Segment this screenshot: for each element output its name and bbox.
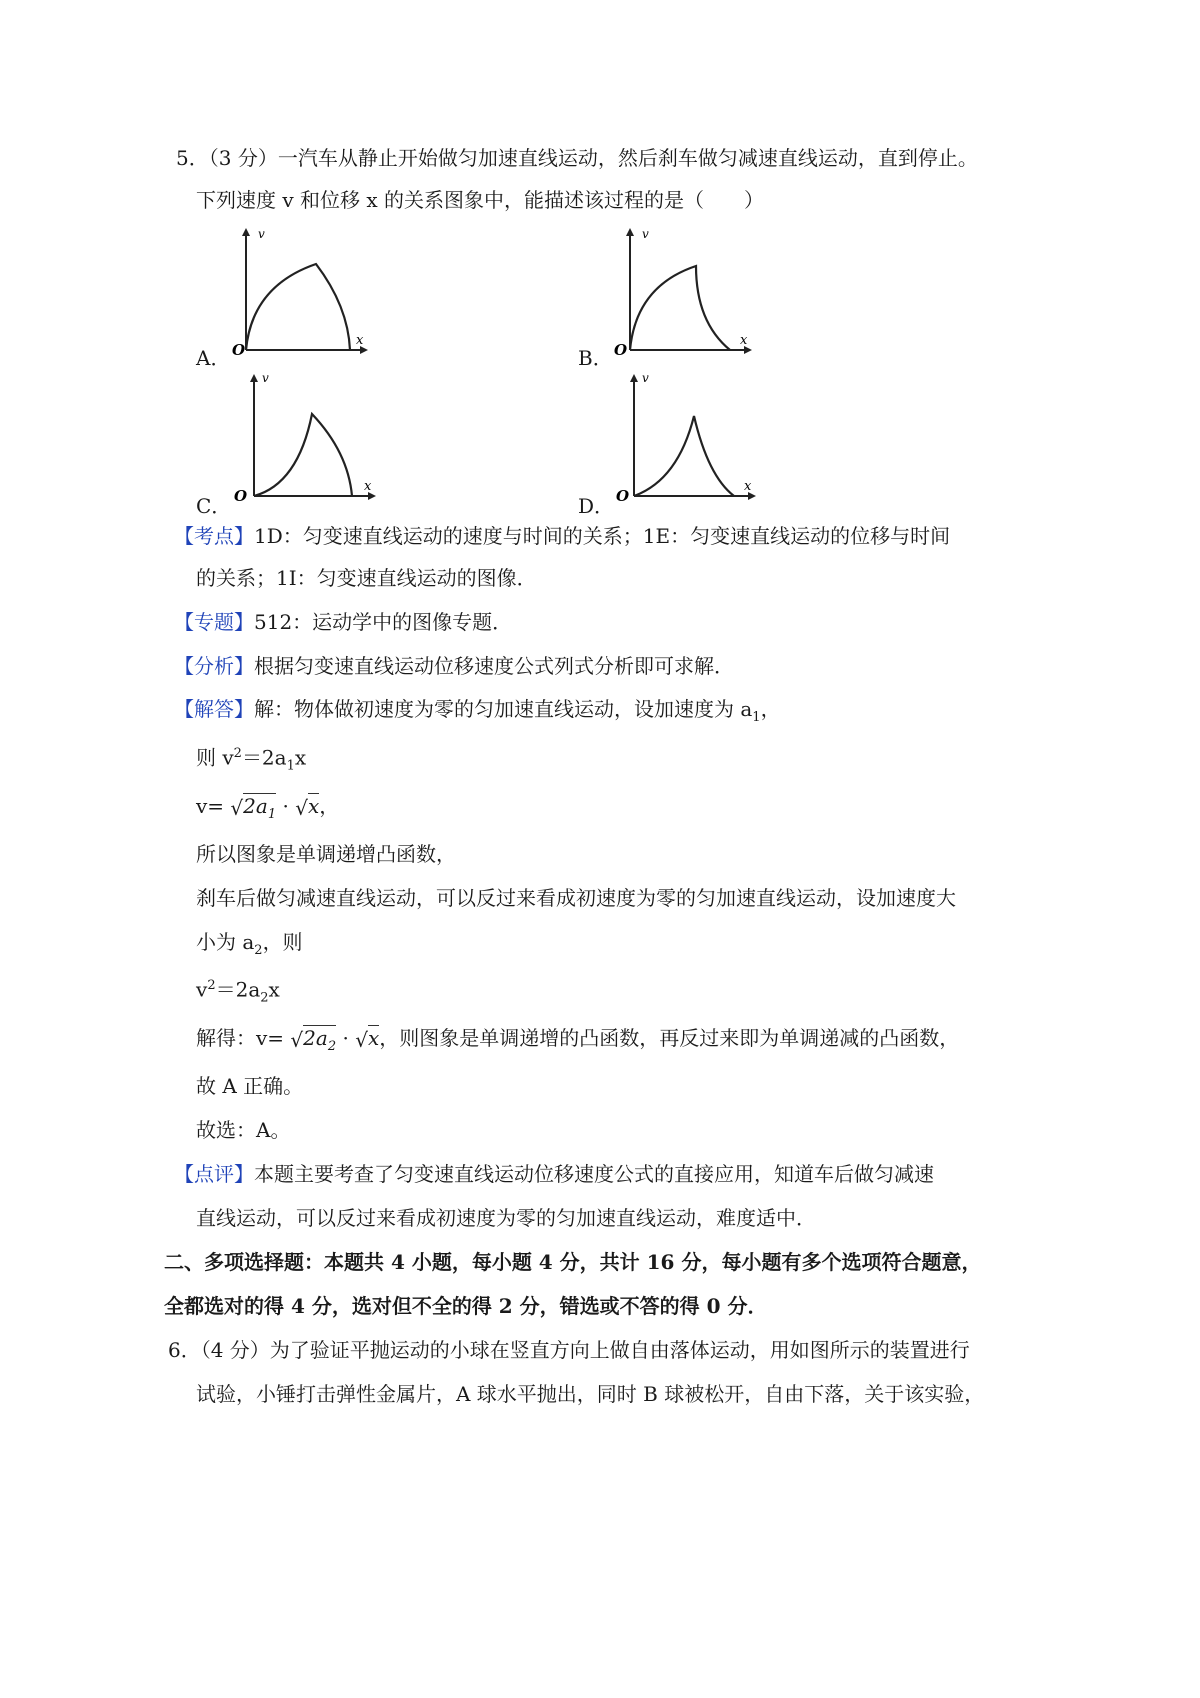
dianping-line-1 [174,1160,934,1188]
origin-label: O [232,341,246,359]
brake-line-1: 刹车后做匀减速直线运动，可以反过来看成初速度为零的匀加速直线运动，设加速度大 [196,886,956,910]
origin-label: O [616,487,630,505]
dianping-text: 本题主要考查了匀变速直线运动位移速度公式的直接应用，知道车后做匀减速 [254,1162,934,1186]
punct: ， [319,794,340,818]
superscript: 2 [207,978,216,993]
v-axis-label: v [642,372,649,385]
jieda-tag: 【解答】 [174,697,254,721]
v-axis-label: v [262,372,269,385]
eq-part: 解得：v= [196,1026,285,1050]
eq-dot: · [342,1026,349,1050]
text-part: ，则图象是单调递增的凸函数，再反过来即为单调递减的凸函数， [379,1026,960,1050]
v-axis-label: v [642,227,649,241]
radicand-text: x [307,794,320,818]
subscript: 1 [286,758,295,774]
option-d-graph [608,372,758,508]
radicand [243,793,277,822]
kaodian-tag: 【考点】 [174,524,254,548]
radicand-text: x [367,1026,380,1050]
option-b-label: B． [578,346,613,370]
subscript: 2 [260,990,269,1006]
v-axis-label: v [258,227,265,241]
zhuanti-tag: 【专题】 [174,610,254,634]
eq-part: ＝2a [215,977,261,1002]
eq-part: ＝2a [241,745,287,770]
punct: ， [760,697,781,721]
fenxi-tag: 【分析】 [174,654,254,678]
sqrt-symbol: √ [295,795,308,820]
choose-line: 故选：A。 [196,1118,291,1142]
jieda-text: 解：物体做初速度为零的匀加速直线运动，设加速度为 a [254,697,753,721]
radicand [303,1025,337,1054]
text-part: 小为 a [196,930,255,954]
eq-part: v= [196,794,225,818]
origin-label: O [614,341,628,359]
eq-part: x [294,745,307,770]
radicand-text: 2a [303,1026,328,1050]
origin-label: O [234,487,248,505]
equation-1 [196,740,306,781]
zhuanti-text: 512：运动学中的图像专题． [254,610,513,634]
kaodian-line-2: 的关系；1I：匀变速直线运动的图像． [196,566,537,590]
x-axis-label: x [364,479,372,494]
fenxi-text: 根据匀变速直线运动位移速度公式列式分析即可求解． [254,654,734,678]
jieda-line [174,695,781,732]
sqrt-symbol: √ [230,795,244,820]
convex-line: 所以图象是单调递增凸函数， [196,842,456,866]
brake-line-2 [196,928,303,965]
eq-part: x [268,977,280,1002]
question-5-line-1 [176,144,978,172]
eq-part: v [196,977,208,1002]
sqrt-symbol: √ [290,1027,304,1052]
equation-4 [196,1024,959,1061]
sqrt-symbol: √ [355,1027,368,1052]
subscript: 1 [752,710,761,725]
option-c-graph [228,372,378,508]
equation-3 [196,972,280,1013]
section-2-heading-1: 二、多项选择题：本题共 4 小题，每小题 4 分，共计 16 分，每小题有多个选项符合题意， [164,1250,982,1274]
fenxi-line [174,652,734,680]
kaodian-text: 1D：匀变速直线运动的速度与时间的关系；1E：匀变速直线运动的位移与时间 [254,524,951,548]
question-6-line-2: 试验，小锤打击弹性金属片，A 球水平抛出，同时 B 球被松开，自由下落，关于该实验， [196,1382,985,1406]
x-axis-label: x [356,333,364,348]
option-d-label: D． [578,494,615,518]
question-6-line-1: 6．（4 分）为了验证平抛运动的小球在竖直方向上做自由落体运动，用如图所示的装置进行 [168,1338,970,1362]
section-2-heading-2: 全都选对的得 4 分，选对但不全的得 2 分，错选或不答的得 0 分． [164,1294,768,1318]
x-axis-label: x [744,479,752,494]
eq-part: 则 v [196,745,234,770]
dianping-tag: 【点评】 [174,1162,254,1186]
option-a-graph [220,226,370,362]
text-part: ，则 [262,930,303,954]
correct-line: 故 A 正确。 [196,1074,304,1098]
subscript: 2 [327,1039,337,1054]
question-number: 5． [176,146,209,170]
kaodian-line-1 [174,522,950,550]
radicand-text: 2a [243,794,268,818]
option-b-graph [604,226,754,362]
x-axis-label: x [740,333,748,348]
subscript: 2 [254,943,263,958]
superscript: 2 [233,746,242,761]
option-c-label: C． [196,494,232,518]
eq-dot: · [282,794,289,818]
equation-2 [196,792,339,829]
dianping-line-2: 直线运动，可以反过来看成初速度为零的匀加速直线运动，难度适中． [196,1206,816,1230]
question-text: （3 分）一汽车从静止开始做匀加速直线运动，然后刹车做匀减速直线运动，直到停止。 [208,146,978,170]
question-5-line-2: 下列速度 v 和位移 x 的关系图象中，能描述该过程的是（ ） [196,188,765,212]
zhuanti-line [174,608,512,636]
subscript: 1 [267,807,277,822]
option-a-label: A． [196,346,231,370]
